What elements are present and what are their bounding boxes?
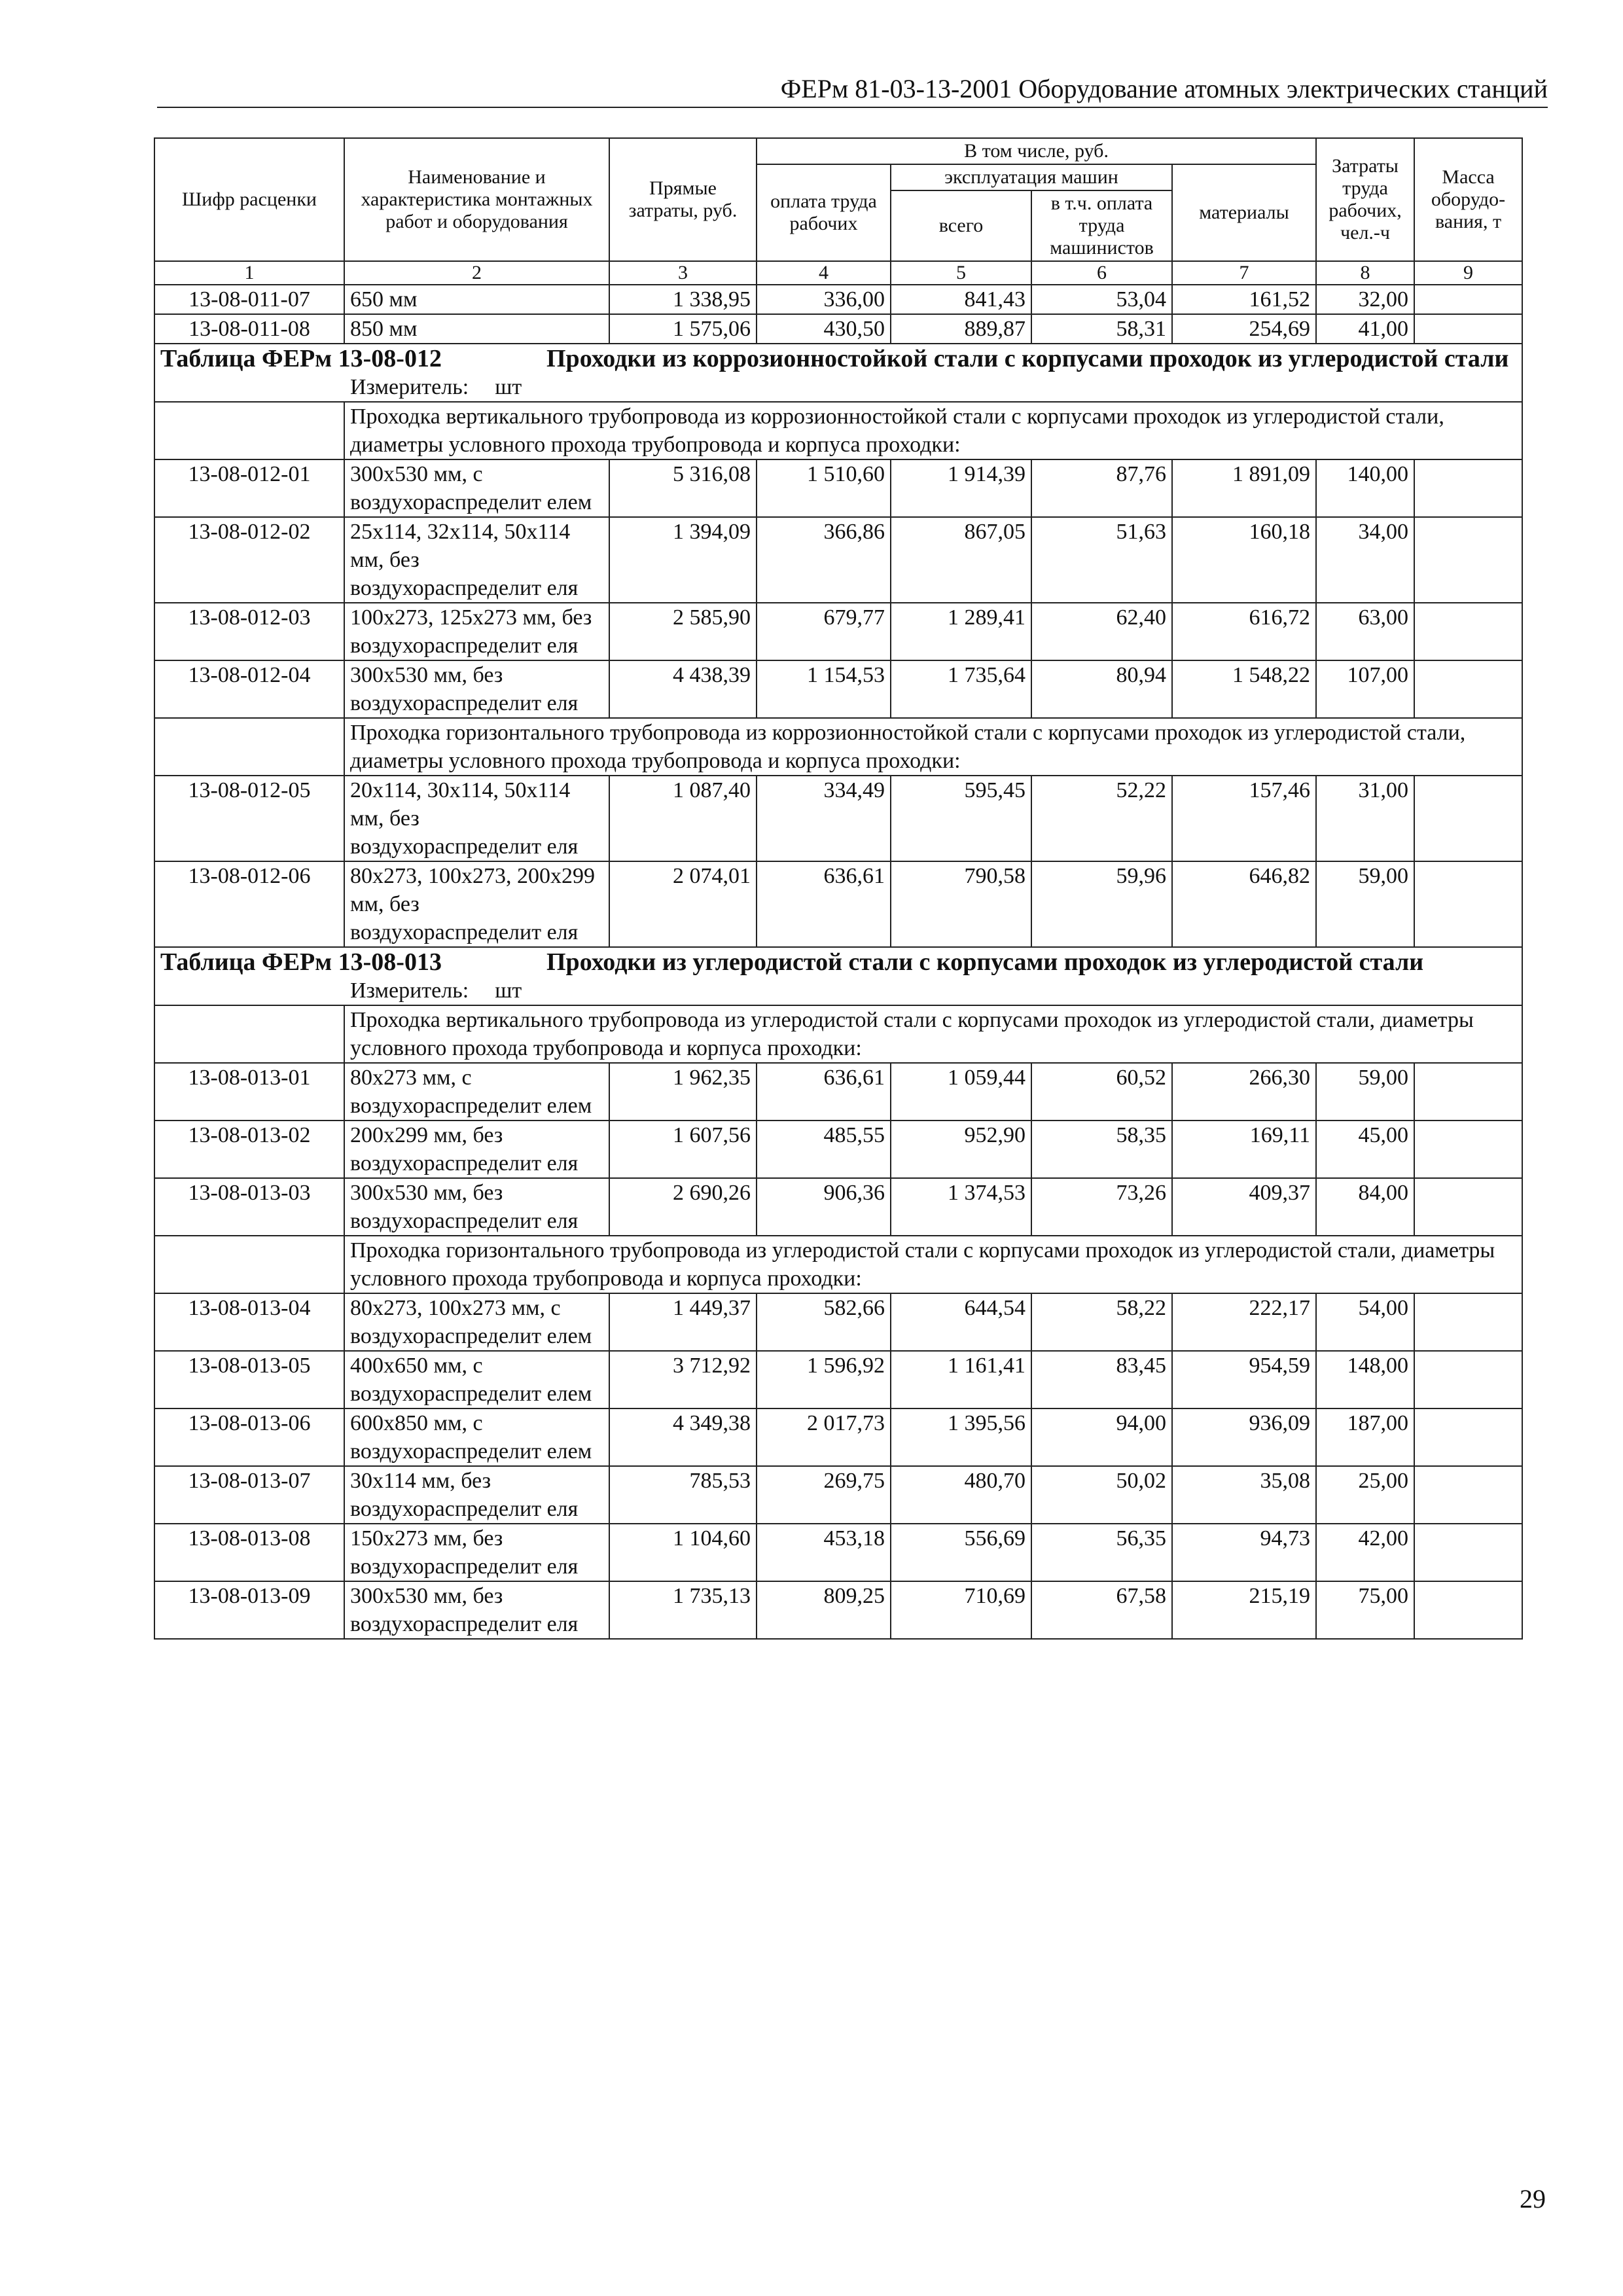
name-cell: 850 мм <box>344 314 609 344</box>
machinist-pay-cell: 53,04 <box>1031 285 1172 314</box>
section-table-title: Проходки из углеродистой стали с корпусами проходок из углеродистой стали <box>546 948 1424 976</box>
column-number: 6 <box>1031 261 1172 285</box>
section-table-id: Таблица ФЕРм 13-08-013 <box>160 948 442 976</box>
direct-cost-cell: 2 074,01 <box>609 861 757 947</box>
name-cell: 20х114, 30х114, 50х114 мм, без воздухораспределит еля <box>344 776 609 861</box>
labor-hours-cell: 148,00 <box>1316 1351 1414 1408</box>
group-description-row <box>154 718 1522 776</box>
name-cell: 100х273, 125х273 мм, без воздухораспределит еля <box>344 603 609 660</box>
labor-hours-cell: 41,00 <box>1316 314 1414 344</box>
machinist-pay-cell: 62,40 <box>1031 603 1172 660</box>
materials-cell: 1 548,22 <box>1172 660 1316 718</box>
mass-cell <box>1414 1351 1522 1408</box>
name-cell: 80х273, 100х273 мм, с воздухораспределит елем <box>344 1293 609 1351</box>
direct-cost-cell: 1 735,13 <box>609 1581 757 1639</box>
column-number: 3 <box>609 261 757 285</box>
labor-pay-cell: 334,49 <box>757 776 891 861</box>
table-row <box>154 1581 1522 1639</box>
table-row <box>154 1178 1522 1236</box>
empty-cell <box>154 1236 344 1293</box>
materials-cell: 646,82 <box>1172 861 1316 947</box>
group-description: Проходка вертикального трубопровода из углеродистой стали с корпусами проходок из углеродистой стали, диаметры условного прохода трубопровода и корпуса проходки: <box>344 1005 1522 1063</box>
name-cell: 300х530 мм, с воздухораспределит елем <box>344 459 609 517</box>
col-labor-header: оплата труда рабочих <box>757 164 891 261</box>
section-title-cell <box>154 947 1522 1005</box>
mass-cell <box>1414 314 1522 344</box>
machinist-pay-cell: 58,35 <box>1031 1121 1172 1178</box>
name-cell: 400х650 мм, с воздухораспределит елем <box>344 1351 609 1408</box>
materials-cell: 169,11 <box>1172 1121 1316 1178</box>
machine-cost-cell: 1 735,64 <box>891 660 1031 718</box>
direct-cost-cell: 1 449,37 <box>609 1293 757 1351</box>
labor-pay-cell: 366,86 <box>757 517 891 603</box>
column-number: 8 <box>1316 261 1414 285</box>
column-number: 4 <box>757 261 891 285</box>
code-cell: 13-08-012-05 <box>154 776 344 861</box>
machinist-pay-cell: 60,52 <box>1031 1063 1172 1121</box>
machine-cost-cell: 1 914,39 <box>891 459 1031 517</box>
labor-pay-cell: 1 596,92 <box>757 1351 891 1408</box>
direct-cost-cell: 1 338,95 <box>609 285 757 314</box>
machine-cost-cell: 1 161,41 <box>891 1351 1031 1408</box>
mass-cell <box>1414 776 1522 861</box>
machinist-pay-cell: 67,58 <box>1031 1581 1172 1639</box>
mass-cell <box>1414 1524 1522 1581</box>
materials-cell: 954,59 <box>1172 1351 1316 1408</box>
labor-pay-cell: 2 017,73 <box>757 1408 891 1466</box>
labor-hours-cell: 25,00 <box>1316 1466 1414 1524</box>
machine-cost-cell: 1 374,53 <box>891 1178 1031 1236</box>
unit-label: Измеритель: <box>350 375 469 399</box>
machine-cost-cell: 790,58 <box>891 861 1031 947</box>
mass-cell <box>1414 517 1522 603</box>
unit-label: Измеритель: <box>350 978 469 1003</box>
code-cell: 13-08-013-03 <box>154 1178 344 1236</box>
unit-line <box>160 373 1516 401</box>
materials-cell: 94,73 <box>1172 1524 1316 1581</box>
labor-pay-cell: 1 510,60 <box>757 459 891 517</box>
direct-cost-cell: 2 690,26 <box>609 1178 757 1236</box>
labor-hours-cell: 59,00 <box>1316 861 1414 947</box>
price-table <box>154 137 1523 1640</box>
mass-cell <box>1414 1293 1522 1351</box>
column-number: 7 <box>1172 261 1316 285</box>
code-cell: 13-08-011-08 <box>154 314 344 344</box>
labor-hours-cell: 32,00 <box>1316 285 1414 314</box>
col-code-header: Шифр расценки <box>154 138 344 261</box>
labor-pay-cell: 906,36 <box>757 1178 891 1236</box>
materials-cell: 616,72 <box>1172 603 1316 660</box>
code-cell: 13-08-013-06 <box>154 1408 344 1466</box>
section-title-row <box>154 344 1522 402</box>
table-row <box>154 1293 1522 1351</box>
table-row <box>154 603 1522 660</box>
labor-pay-cell: 269,75 <box>757 1466 891 1524</box>
machinist-pay-cell: 56,35 <box>1031 1524 1172 1581</box>
table-row <box>154 1121 1522 1178</box>
direct-cost-cell: 4 349,38 <box>609 1408 757 1466</box>
name-cell: 300х530 мм, без воздухораспределит еля <box>344 660 609 718</box>
table-row <box>154 1408 1522 1466</box>
table-row <box>154 776 1522 861</box>
table-row <box>154 1063 1522 1121</box>
mass-cell <box>1414 285 1522 314</box>
code-cell: 13-08-013-01 <box>154 1063 344 1121</box>
column-number: 2 <box>344 261 609 285</box>
labor-pay-cell: 679,77 <box>757 603 891 660</box>
table-header <box>154 138 1522 285</box>
labor-hours-cell: 42,00 <box>1316 1524 1414 1581</box>
materials-cell: 409,37 <box>1172 1178 1316 1236</box>
mass-cell <box>1414 1466 1522 1524</box>
col-name-header: Наименование и характеристика монтажных работ и оборудования <box>344 138 609 261</box>
machine-cost-cell: 710,69 <box>891 1581 1031 1639</box>
code-cell: 13-08-013-07 <box>154 1466 344 1524</box>
name-cell: 25х114, 32х114, 50х114 мм, без воздухораспределит еля <box>344 517 609 603</box>
labor-pay-cell: 809,25 <box>757 1581 891 1639</box>
materials-cell: 222,17 <box>1172 1293 1316 1351</box>
machinist-pay-cell: 87,76 <box>1031 459 1172 517</box>
machinist-pay-cell: 80,94 <box>1031 660 1172 718</box>
materials-cell: 157,46 <box>1172 776 1316 861</box>
name-cell: 150х273 мм, без воздухораспределит еля <box>344 1524 609 1581</box>
code-cell: 13-08-012-01 <box>154 459 344 517</box>
direct-cost-cell: 1 962,35 <box>609 1063 757 1121</box>
labor-hours-cell: 54,00 <box>1316 1293 1414 1351</box>
machinist-pay-cell: 58,31 <box>1031 314 1172 344</box>
name-cell: 600х850 мм, с воздухораспределит елем <box>344 1408 609 1466</box>
labor-hours-cell: 84,00 <box>1316 1178 1414 1236</box>
labor-hours-cell: 34,00 <box>1316 517 1414 603</box>
labor-pay-cell: 430,50 <box>757 314 891 344</box>
direct-cost-cell: 3 712,92 <box>609 1351 757 1408</box>
direct-cost-cell: 1 394,09 <box>609 517 757 603</box>
mass-cell <box>1414 861 1522 947</box>
table-row <box>154 861 1522 947</box>
labor-hours-cell: 63,00 <box>1316 603 1414 660</box>
section-title-row <box>154 947 1522 1005</box>
page-header-title: ФЕРм 81-03-13-2001 Оборудование атомных электрических станций <box>780 74 1548 103</box>
machine-cost-cell: 1 059,44 <box>891 1063 1031 1121</box>
code-cell: 13-08-013-08 <box>154 1524 344 1581</box>
machinist-pay-cell: 52,22 <box>1031 776 1172 861</box>
code-cell: 13-08-013-02 <box>154 1121 344 1178</box>
machinist-pay-cell: 59,96 <box>1031 861 1172 947</box>
group-description-row <box>154 402 1522 459</box>
table-row <box>154 660 1522 718</box>
unit-value: шт <box>495 978 522 1003</box>
page-number: 29 <box>1520 2184 1546 2214</box>
name-cell: 30х114 мм, без воздухораспределит еля <box>344 1466 609 1524</box>
materials-cell: 35,08 <box>1172 1466 1316 1524</box>
table-row <box>154 517 1522 603</box>
labor-hours-cell: 59,00 <box>1316 1063 1414 1121</box>
code-cell: 13-08-012-03 <box>154 603 344 660</box>
col-direct-header: Прямые затраты, руб. <box>609 138 757 261</box>
column-number: 9 <box>1414 261 1522 285</box>
name-cell: 300х530 мм, без воздухораспределит еля <box>344 1581 609 1639</box>
section-title-cell <box>154 344 1522 402</box>
empty-cell <box>154 1005 344 1063</box>
mass-cell <box>1414 1178 1522 1236</box>
machine-cost-cell: 1 395,56 <box>891 1408 1031 1466</box>
machine-cost-cell: 889,87 <box>891 314 1031 344</box>
machinist-pay-cell: 94,00 <box>1031 1408 1172 1466</box>
direct-cost-cell: 1 575,06 <box>609 314 757 344</box>
direct-cost-cell: 5 316,08 <box>609 459 757 517</box>
col-mass-header: Масса оборудо-вания, т <box>1414 138 1522 261</box>
mass-cell <box>1414 1121 1522 1178</box>
header-rule <box>157 107 1548 108</box>
table-row <box>154 459 1522 517</box>
labor-pay-cell: 453,18 <box>757 1524 891 1581</box>
col-incl-header: В том числе, руб. <box>757 138 1316 164</box>
materials-cell: 161,52 <box>1172 285 1316 314</box>
section-table-id: Таблица ФЕРм 13-08-012 <box>160 345 442 372</box>
name-cell: 80х273, 100х273, 200х299 мм, без воздухораспределит еля <box>344 861 609 947</box>
table-row <box>154 314 1522 344</box>
direct-cost-cell: 2 585,90 <box>609 603 757 660</box>
materials-cell: 1 891,09 <box>1172 459 1316 517</box>
labor-hours-cell: 31,00 <box>1316 776 1414 861</box>
table-row <box>154 285 1522 314</box>
materials-cell: 160,18 <box>1172 517 1316 603</box>
table-row <box>154 1524 1522 1581</box>
labor-hours-cell: 75,00 <box>1316 1581 1414 1639</box>
labor-hours-cell: 187,00 <box>1316 1408 1414 1466</box>
machinist-pay-cell: 51,63 <box>1031 517 1172 603</box>
machine-cost-cell: 867,05 <box>891 517 1031 603</box>
unit-line <box>160 977 1516 1005</box>
direct-cost-cell: 1 607,56 <box>609 1121 757 1178</box>
machinist-pay-cell: 50,02 <box>1031 1466 1172 1524</box>
col-machinist-header: в т.ч. оплата труда машинистов <box>1031 190 1172 261</box>
mass-cell <box>1414 1063 1522 1121</box>
machine-cost-cell: 644,54 <box>891 1293 1031 1351</box>
code-cell: 13-08-012-02 <box>154 517 344 603</box>
labor-pay-cell: 485,55 <box>757 1121 891 1178</box>
col-machine-op-header: эксплуатация машин <box>891 164 1172 190</box>
materials-cell: 215,19 <box>1172 1581 1316 1639</box>
mass-cell <box>1414 603 1522 660</box>
column-number-row <box>154 261 1522 285</box>
materials-cell: 936,09 <box>1172 1408 1316 1466</box>
table-row <box>154 1351 1522 1408</box>
empty-cell <box>154 718 344 776</box>
machine-cost-cell: 595,45 <box>891 776 1031 861</box>
code-cell: 13-08-013-05 <box>154 1351 344 1408</box>
direct-cost-cell: 1 087,40 <box>609 776 757 861</box>
labor-pay-cell: 582,66 <box>757 1293 891 1351</box>
mass-cell <box>1414 1408 1522 1466</box>
machine-cost-cell: 841,43 <box>891 285 1031 314</box>
name-cell: 80х273 мм, с воздухораспределит елем <box>344 1063 609 1121</box>
group-description: Проходка горизонтального трубопровода из углеродистой стали с корпусами проходок из углеродистой стали, диаметры условного прохода трубопровода и корпуса проходки: <box>344 1236 1522 1293</box>
mass-cell <box>1414 660 1522 718</box>
machinist-pay-cell: 83,45 <box>1031 1351 1172 1408</box>
code-cell: 13-08-011-07 <box>154 285 344 314</box>
labor-pay-cell: 636,61 <box>757 1063 891 1121</box>
materials-cell: 266,30 <box>1172 1063 1316 1121</box>
code-cell: 13-08-012-04 <box>154 660 344 718</box>
labor-hours-cell: 45,00 <box>1316 1121 1414 1178</box>
empty-cell <box>154 402 344 459</box>
name-cell: 300х530 мм, без воздухораспределит еля <box>344 1178 609 1236</box>
unit-value: шт <box>495 375 522 399</box>
column-number: 1 <box>154 261 344 285</box>
code-cell: 13-08-013-04 <box>154 1293 344 1351</box>
direct-cost-cell: 1 104,60 <box>609 1524 757 1581</box>
machine-cost-cell: 556,69 <box>891 1524 1031 1581</box>
labor-hours-cell: 107,00 <box>1316 660 1414 718</box>
labor-pay-cell: 1 154,53 <box>757 660 891 718</box>
labor-pay-cell: 636,61 <box>757 861 891 947</box>
direct-cost-cell: 4 438,39 <box>609 660 757 718</box>
machine-cost-cell: 1 289,41 <box>891 603 1031 660</box>
group-description-row <box>154 1236 1522 1293</box>
materials-cell: 254,69 <box>1172 314 1316 344</box>
machine-cost-cell: 480,70 <box>891 1466 1031 1524</box>
name-cell: 650 мм <box>344 285 609 314</box>
machine-cost-cell: 952,90 <box>891 1121 1031 1178</box>
col-materials-header: материалы <box>1172 164 1316 261</box>
group-description: Проходка горизонтального трубопровода из коррозионностойкой стали с корпусами проходок из углеродистой стали, диаметры условного прохода трубопровода и корпуса проходки: <box>344 718 1522 776</box>
name-cell: 200х299 мм, без воздухораспределит еля <box>344 1121 609 1178</box>
table-row <box>154 1466 1522 1524</box>
mass-cell <box>1414 459 1522 517</box>
code-cell: 13-08-012-06 <box>154 861 344 947</box>
mass-cell <box>1414 1581 1522 1639</box>
col-hours-header: Затраты труда рабочих, чел.-ч <box>1316 138 1414 261</box>
group-description-row <box>154 1005 1522 1063</box>
section-table-title: Проходки из коррозионностойкой стали с корпусами проходок из углеродистой стали <box>546 345 1509 372</box>
machinist-pay-cell: 58,22 <box>1031 1293 1172 1351</box>
labor-hours-cell: 140,00 <box>1316 459 1414 517</box>
col-machine-total-header: всего <box>891 190 1031 261</box>
direct-cost-cell: 785,53 <box>609 1466 757 1524</box>
table-body <box>154 285 1522 1639</box>
labor-pay-cell: 336,00 <box>757 285 891 314</box>
code-cell: 13-08-013-09 <box>154 1581 344 1639</box>
group-description: Проходка вертикального трубопровода из коррозионностойкой стали с корпусами проходок из углеродистой стали, диаметры условного прохода трубопровода и корпуса проходки: <box>344 402 1522 459</box>
column-number: 5 <box>891 261 1031 285</box>
machinist-pay-cell: 73,26 <box>1031 1178 1172 1236</box>
